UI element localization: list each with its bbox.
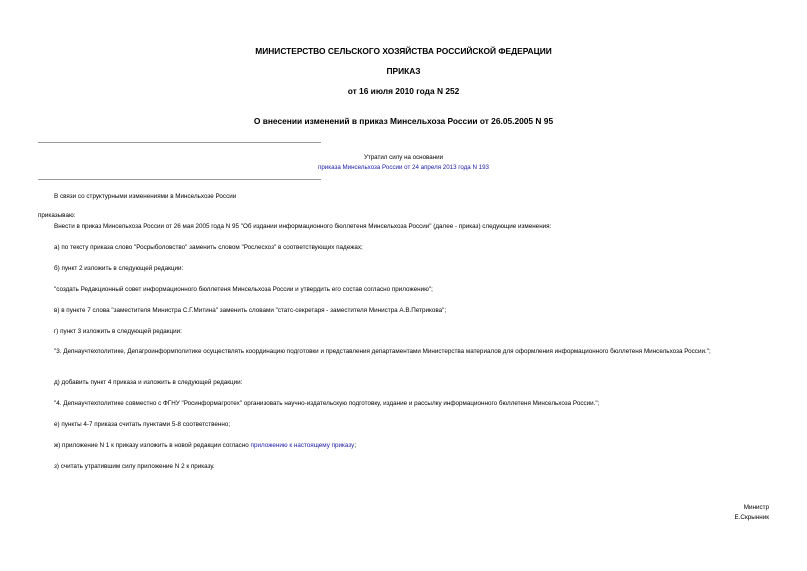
paragraph-main-change: Внести в приказ Минсельхоза России от 26 мая 2005 года N 95 "Об издании информационного бюллетеня Минсельхоза России" (далее - приказ) следующие изменения:: [54, 223, 552, 230]
paragraph-item-zh-prefix: ж) приложение N 1 к приказу изложить в новой редакции согласно: [54, 442, 251, 449]
document-title: О внесении изменений в приказ Минсельхоза России от 26.05.2005 N 95: [253, 116, 554, 126]
appendix-link[interactable]: приложению к настоящему приказу: [250, 442, 355, 449]
signature-name: Е.Скрынник: [734, 514, 769, 521]
validity-note-link[interactable]: приказа Минсельхоза России от 24 апреля 2013 года N 193: [318, 164, 489, 171]
bottom-divider: [38, 179, 321, 180]
paragraph-item-v: в) в пункте 7 слова "заместителя Министра С.Г.Митина" заменить словами "статс-секретаря - заместителя Министра А.В.Петрикова";: [54, 307, 447, 314]
paragraph-item-e: е) пункты 4-7 приказа считать пунктами 5-8 соответственно;: [54, 421, 231, 428]
paragraph-item-b-text: "создать Редакционный совет информационного бюллетеня Минсельхоза России и утвердить его состав согласно приложению";: [54, 286, 433, 293]
paragraph-item-d: д) добавить пункт 4 приказа и изложить в следующей редакции:: [54, 379, 243, 386]
document-type: ПРИКАЗ: [386, 66, 421, 76]
ministry-heading: МИНИСТЕРСТВО СЕЛЬСКОГО ХОЗЯЙСТВА РОССИЙСКОЙ ФЕДЕРАЦИИ: [255, 46, 552, 56]
paragraph-item-b: б) пункт 2 изложить в следующей редакции:: [54, 265, 184, 272]
paragraph-item-z: з) считать утратившим силу приложение N 2 к приказу.: [54, 463, 215, 470]
document-date-number: от 16 июля 2010 года N 252: [347, 86, 460, 96]
top-divider: [38, 142, 321, 143]
paragraph-item-a: а) по тексту приказа слово "Росрыболовство" заменить словом "Рослесхоз" в соответствующих падежах;: [54, 244, 363, 251]
paragraph-item-zh-suffix: ;: [354, 442, 357, 449]
paragraph-item-zh: [54, 441, 356, 451]
paragraph-order-word: приказываю:: [38, 212, 76, 219]
paragraph-item-g-text: "3. Депнаучтехполитике, Депагроинформполитике осуществлять координацию подготовки и представления департаментами Министерства материалов для оформления информационного бюллетеня Минсельхоза России.";: [54, 348, 711, 355]
validity-note-text: Утратил силу на основании: [363, 154, 444, 161]
paragraph-preamble: В связи со структурными изменениями в Минсельхозе России: [54, 193, 237, 200]
paragraph-item-d-text: "4. Депнаучтехполитике совместно с ФГНУ "Росинформагротех" организовать научно-издательскую подготовку, издание и рассылку информационного бюллетеня Минсельхоза России.";: [54, 400, 600, 407]
signature-position: Министр: [743, 504, 769, 511]
paragraph-item-g: г) пункт 3 изложить в следующей редакции:: [54, 328, 182, 335]
